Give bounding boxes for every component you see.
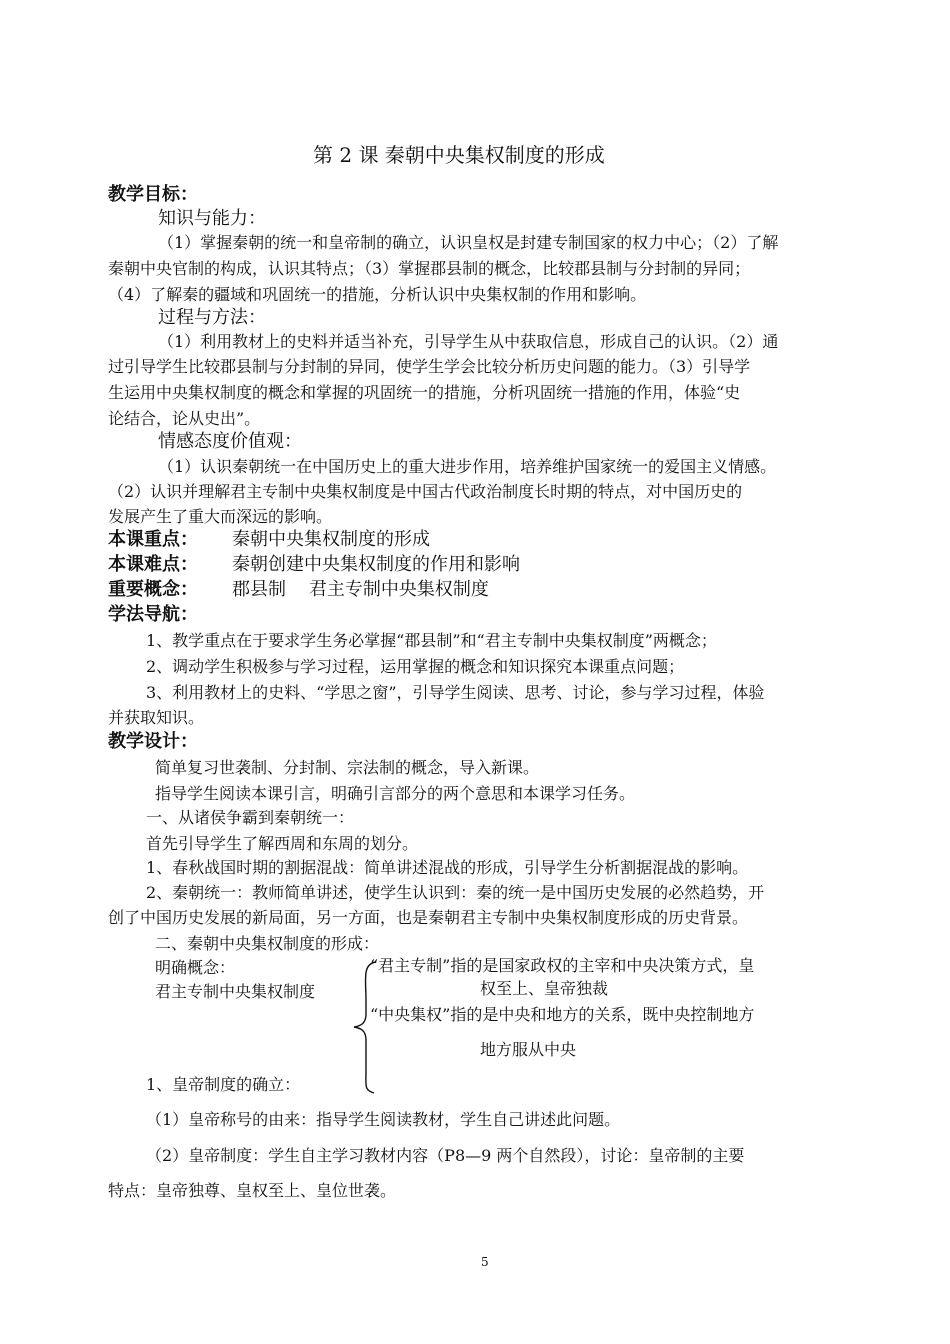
emotion-line: 发展产生了重大而深远的影响。: [108, 507, 333, 526]
method-line: 3、利用教材上的史料、“学思之窗”，引导学生阅读、思考、讨论，参与学习过程，体验: [146, 683, 765, 702]
process-heading: 过程与方法：: [158, 307, 266, 328]
method-line: 2、调动学生积极参与学习过程，运用掌握的概念和知识探究本课重点问题；: [146, 657, 685, 676]
design-line: 2、秦朝统一：教师简单讲述，使学生认识到：秦的统一是中国历史发展的必然趋势，开: [146, 883, 765, 902]
design-line: 指导学生阅读本课引言，明确引言部分的两个意思和本课学习任务。: [155, 784, 636, 803]
method-line: 1、教学重点在于要求学生务必掌握“郡县制”和“君主专制中央集权制度”两概念；: [146, 631, 717, 650]
emperor-line: （1）皇帝称号的由来：指导学生阅读教材，学生自己讲述此问题。: [146, 1110, 621, 1129]
design-heading: 教学设计：: [108, 731, 198, 752]
emperor-heading: 1、皇帝制度的确立：: [146, 1075, 301, 1094]
process-line: 过引导学生比较郡县制与分封制的异同，使学生学会比较分析历史问题的能力。（3）引导学: [108, 357, 751, 376]
emperor-line: 特点：皇帝独尊、皇权至上、皇位世袭。: [108, 1181, 397, 1200]
process-line: 生运用中央集权制度的概念和掌握的巩固统一的措施，分析巩固统一措施的作用，体验“史: [108, 383, 741, 402]
objectives-heading: 教学目标：: [108, 184, 198, 205]
emotion-line: （1）认识秦朝统一在中国历史上的重大进步作用，培养维护国家统一的爱国主义情感。: [158, 457, 777, 476]
emotion-heading: 情感态度价值观：: [158, 431, 302, 452]
difficulty-label: 本课难点：: [108, 554, 198, 575]
definition-centralization-line: 地方服从中央: [480, 1040, 577, 1059]
definition-centralization-line: “中央集权”指的是中央和地方的关系，既中央控制地方: [370, 1005, 755, 1024]
concept-label: 明确概念：: [155, 958, 236, 977]
emperor-line: （2）皇帝制度：学生自主学习教材内容（P8—9 两个自然段），讨论：皇帝制的主要: [146, 1146, 745, 1165]
method-heading: 学法导航：: [108, 604, 198, 625]
key-point-label: 本课重点：: [108, 529, 198, 550]
design-line: 简单复习世袭制、分封制、宗法制的概念，导入新课。: [155, 758, 540, 777]
design-line: 1、春秋战国时期的割据混战：简单讲述混战的形成，引导学生分析割据混战的影响。: [146, 858, 749, 877]
concepts-value: 郡县制 君主专制中央集权制度: [232, 579, 489, 600]
design-line: 创了中国历史发展的新局面，另一方面，也是秦朝君主专制中央集权制度形成的历史背景。: [108, 908, 749, 927]
emotion-line: （2）认识并理解君主专制中央集权制度是中国古代政治制度长时期的特点，对中国历史的: [108, 482, 743, 501]
method-line: 并获取知识。: [108, 708, 205, 727]
knowledge-heading: 知识与能力：: [158, 208, 266, 229]
definition-monarchy-line: “君主专制”指的是国家政权的主宰和中央决策方式，皇: [370, 956, 755, 975]
definition-monarchy-line: 权至上、皇帝独裁: [480, 979, 609, 998]
design-line: 一、从诸侯争霸到秦朝统一：: [146, 808, 355, 827]
process-line: （1）利用教材上的史料并适当补充，引导学生从中获取信息，形成自己的认识。（2）通: [158, 332, 779, 351]
process-line: 论结合，论从史出”。: [108, 409, 261, 428]
curly-brace: [350, 960, 380, 1095]
difficulty-value: 秦朝创建中央集权制度的作用和影响: [232, 554, 520, 575]
concept-term: 君主专制中央集权制度: [155, 982, 316, 1001]
key-point-value: 秦朝中央集权制度的形成: [232, 529, 430, 550]
concepts-label: 重要概念：: [108, 579, 198, 600]
design-line: 二、秦朝中央集权制度的形成：: [155, 934, 380, 953]
knowledge-line: （1）掌握秦朝的统一和皇帝制的确立，认识皇权是封建专制国家的权力中心；（2）了解: [158, 233, 779, 252]
design-line: 首先引导学生了解西周和东周的划分。: [146, 834, 419, 853]
knowledge-line: （4）了解秦的疆域和巩固统一的措施，分析认识中央集权制的作用和影响。: [108, 285, 647, 304]
page-title: 第 2 课 秦朝中央集权制度的形成: [313, 143, 605, 167]
page-number: 5: [481, 1255, 489, 1269]
knowledge-line: 秦朝中央官制的构成，认识其特点；（3）掌握郡县制的概念，比较郡县制与分封制的异同；: [108, 259, 751, 278]
